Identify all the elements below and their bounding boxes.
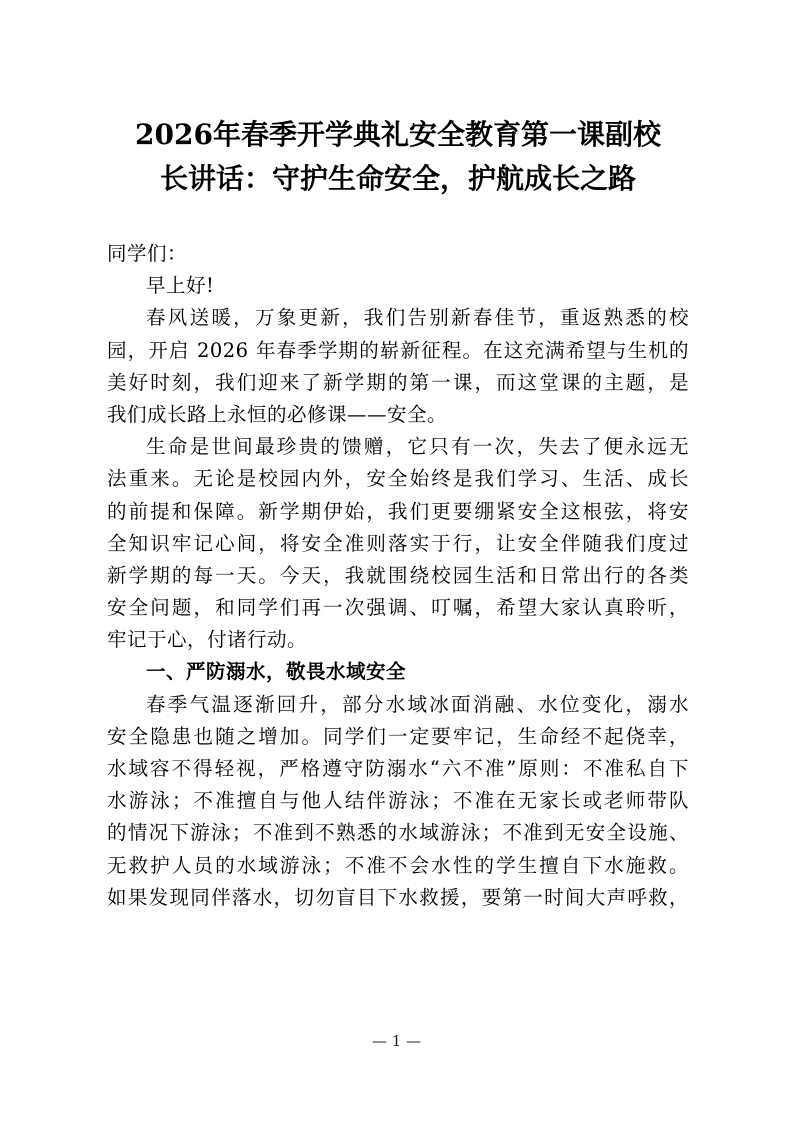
paragraph-line: 安全隐患也随之增加。同学们一定要牢记，生命经不起侥幸， (107, 724, 689, 748)
paragraph-line: 的前提和保障。新学期伊始，我们更要绷紧安全这根弦，将安 (107, 499, 689, 523)
salutation: 同学们： (107, 242, 188, 265)
paragraph-line: 如果发现同伴落水，切勿盲目下水救援，要第一时间大声呼救， (107, 885, 689, 909)
paragraph-line: 园，开启 2026 年春季学期的崭新征程。在这充满希望与生机的 (107, 338, 689, 362)
greeting: 早上好! (146, 274, 215, 298)
document-title (100, 113, 696, 201)
paragraph-line: 无救护人员的水域游泳；不准不会水性的学生擅自下水施救。 (107, 853, 689, 877)
paragraph-line: 水游泳；不准擅自与他人结伴游泳；不准在无家长或老师带队 (107, 789, 689, 813)
paragraph-line: 我们成长路上永恒的必修课——安全。 (107, 402, 448, 426)
paragraph-drowning (107, 689, 689, 914)
section-heading: 一、严防溺水，敬畏水域安全 (146, 660, 407, 684)
paragraph-line: 法重来。无论是校园内外，安全始终是我们学习、生活、成长 (107, 467, 689, 491)
paragraph-line: 全知识牢记心间，将安全准则落实于行，让安全伴随我们度过 (107, 531, 689, 555)
paragraph-line: 水域容不得轻视，严格遵守防溺水“六不准”原则：不准私自下 (107, 757, 689, 780)
paragraph-line: 春季气温逐渐回升，部分水域冰面消融、水位变化，溺水 (146, 692, 689, 716)
document-body (107, 238, 689, 914)
paragraph-line: 安全问题，和同学们再一次强调、叮嘱，希望大家认真聆听， (107, 596, 689, 620)
paragraph-line: 生命是世间最珍贵的馈赠，它只有一次，失去了便永远无 (146, 435, 689, 459)
paragraph-line: 牢记于心，付诸行动。 (107, 628, 308, 652)
paragraph-line: 春风送暖，万象更新，我们告别新春佳节，重返熟悉的校 (146, 306, 689, 330)
title-line-1: 2026年春季开学典礼安全教育第一课副校 (135, 118, 661, 151)
paragraph-line: 新学期的每一天。今天，我就围绕校园生活和日常出行的各类 (107, 563, 689, 587)
paragraph-line: 的情况下游泳；不准到不熟悉的水域游泳；不准到无安全设施、 (107, 821, 689, 845)
paragraph-line: 美好时刻，我们迎来了新学期的第一课，而这堂课的主题，是 (107, 370, 689, 394)
paragraph-intro (107, 302, 689, 431)
title-line-2: 长讲话：守护生命安全，护航成长之路 (159, 162, 636, 195)
page-number: — 1 — (371, 1032, 422, 1050)
paragraph-life (107, 431, 689, 656)
